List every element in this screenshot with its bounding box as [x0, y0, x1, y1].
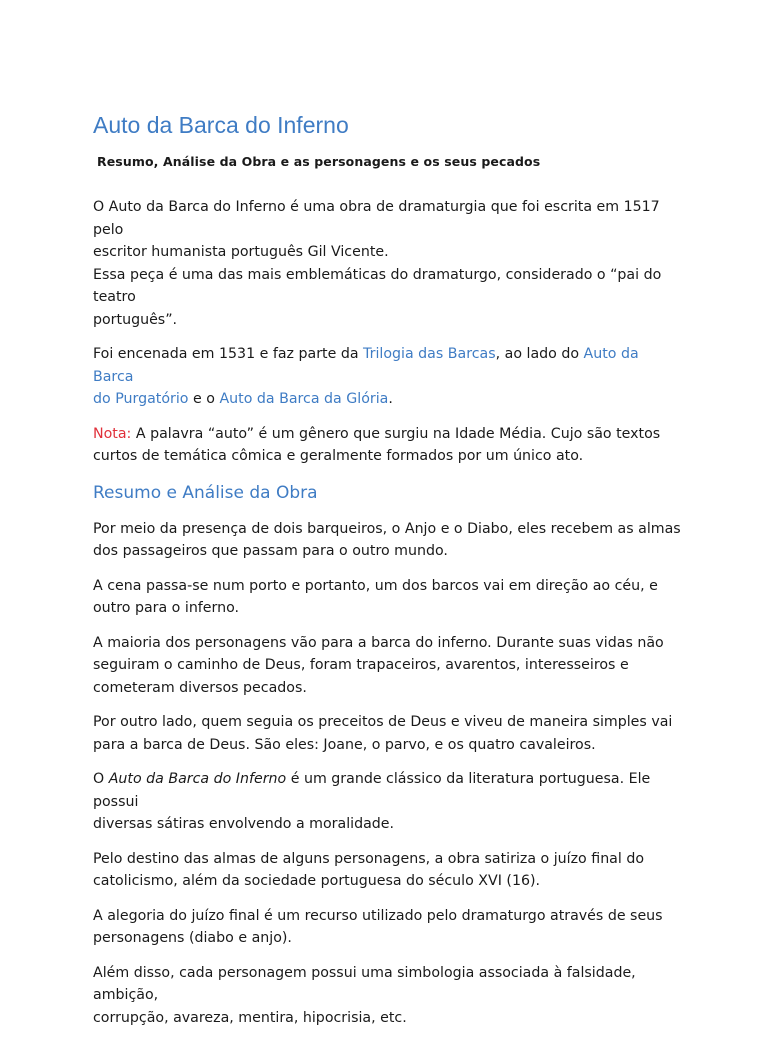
paragraph-line: Por outro lado, quem seguia os preceitos de Deus e viveu de maneira simples vai — [93, 714, 673, 730]
paragraph-line — [93, 423, 683, 446]
paragraph-line: escritor humanista português Gil Vicente. — [93, 244, 389, 260]
paragraph-line: A cena passa-se num porto e portanto, um dos barcos vai em direção ao céu, e — [93, 577, 658, 594]
paragraph-line: curtos de temática cômica e geralmente formados por um único ato. — [93, 448, 584, 464]
text-span: é um grande clássico da literatura portuguesa. Ele possui — [93, 771, 651, 810]
paragraph-summary-3 — [93, 632, 683, 700]
paragraph-line: Além disso, cada personagem possui uma simbologia associada à falsidade, ambição, — [93, 964, 636, 1003]
link-trilogia-das-barcas[interactable]: Trilogia das Barcas — [363, 346, 496, 362]
note-label: Nota: — [93, 425, 132, 442]
paragraph-line: catolicismo, além da sociedade portuguesa do século XVI (16). — [93, 873, 541, 889]
link-auto-da-barca-da-gloria[interactable]: Auto da Barca da Glória — [219, 391, 389, 407]
paragraph-line: Pelo destino das almas de alguns personagens, a obra satiriza o juízo final do — [93, 850, 645, 867]
paragraph-line: Essa peça é uma das mais emblemáticas do dramaturgo, considerado o “pai do teatro — [93, 266, 662, 305]
document-title: Auto da Barca do Inferno — [93, 112, 349, 138]
paragraph-line: A maioria dos personagens vão para a barca do inferno. Durante suas vidas não — [93, 634, 664, 651]
text-span: Foi encenada em 1531 e faz parte da — [93, 346, 364, 362]
paragraph-note — [93, 423, 683, 468]
paragraph-summary-8 — [93, 962, 683, 1030]
paragraph-line: seguiram o caminho de Deus, foram trapaceiros, avarentos, interesseiros e — [93, 657, 629, 673]
paragraph-trilogy — [93, 343, 683, 411]
link-auto-da-barca-do-purgatorio-cont[interactable]: do Purgatório — [93, 391, 189, 407]
subtitle-bold-part: Resumo, Análise da Obra — [97, 154, 277, 169]
paragraph-line: para a barca de Deus. São eles: Joane, o parvo, e os quatro cavaleiros. — [93, 736, 596, 753]
text-span: . — [388, 391, 393, 407]
paragraph-line: personagens (diabo e anjo). — [93, 930, 292, 946]
paragraph-summary-1 — [93, 518, 683, 563]
paragraph-intro — [93, 196, 683, 331]
paragraph-line: outro para o inferno. — [93, 600, 240, 616]
paragraph-line: dos passageiros que passam para o outro mundo. — [93, 543, 448, 559]
document-page — [93, 110, 683, 1041]
paragraph-summary-7 — [93, 905, 683, 950]
paragraph-line: cometeram diversos pecados. — [93, 679, 307, 696]
paragraph-line — [93, 768, 683, 813]
italic-title: Auto da Barca do Inferno — [108, 771, 287, 787]
paragraph-line — [93, 388, 683, 411]
paragraph-line — [93, 343, 683, 388]
paragraph-line: Por meio da presença de dois barqueiros, o Anjo e o Diabo, eles recebem as almas — [93, 520, 681, 537]
paragraph-summary-5 — [93, 768, 683, 836]
paragraph-line: diversas sátiras envolvendo a moralidade. — [93, 816, 395, 832]
paragraph-line: português”. — [93, 311, 178, 328]
text-span: , ao lado do — [495, 346, 584, 362]
paragraph-line: corrupção, avareza, mentira, hipocrisia, etc. — [93, 1009, 407, 1026]
text-span: A palavra “auto” é um gênero que surgiu na Idade Média. Cujo são textos — [131, 425, 661, 442]
text-span: O — [93, 771, 109, 787]
paragraph-summary-4 — [93, 711, 683, 756]
link-auto-da-barca-do-purgatorio[interactable]: Auto da Barca — [93, 346, 639, 385]
subtitle-rest: e as personagens e os seus pecados — [276, 154, 541, 169]
paragraph-summary-2 — [93, 575, 683, 620]
paragraph-line: A alegoria do juízo final é um recurso utilizado pelo dramaturgo através de seus — [93, 907, 663, 924]
text-span: e o — [188, 391, 220, 407]
paragraph-line: O Auto da Barca do Inferno é uma obra de dramaturgia que foi escrita em 1517 pelo — [93, 199, 660, 238]
document-subtitle — [97, 153, 683, 171]
section-heading: Resumo e Análise da Obra — [93, 482, 318, 503]
paragraph-summary-6 — [93, 848, 683, 893]
